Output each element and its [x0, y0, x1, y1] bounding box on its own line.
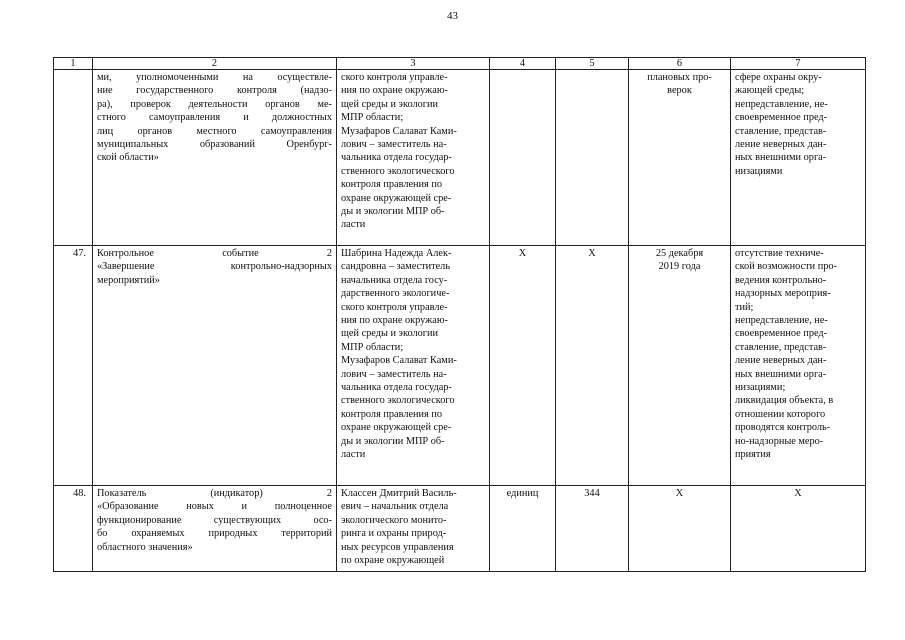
table-row [54, 246, 866, 486]
cell-text-line: ственного экологического [341, 395, 455, 407]
cell-text-line: но-надзорные меро- [735, 435, 824, 447]
cell-text-line: муниципальных образований Оренбург- [97, 139, 332, 151]
value-cell [556, 70, 629, 246]
cell-text-line: по охране окружающей [341, 555, 445, 567]
table-row [54, 486, 866, 572]
cell-text-line: отношении которого [735, 408, 826, 420]
cell-text-line: ра), проверок деятельности органов ме- [97, 98, 332, 110]
cell-text-line: контроля правления по [341, 179, 443, 191]
cell-text-line: верок [667, 85, 692, 97]
value-cell: Х [556, 246, 629, 486]
cell-text-line: сфере охраны окру- [735, 72, 822, 83]
cell-text-line: 25 декабря [655, 248, 704, 259]
risk-cell [731, 70, 866, 246]
cell-text-line: ных внешними орга- [735, 368, 827, 380]
unit-cell: Х [490, 246, 556, 486]
cell-text-line: отсутствие техниче- [735, 248, 824, 259]
cell-text-line: Музафаров Салават Ками- [341, 355, 457, 367]
cell-text-line: ственного экологического [341, 165, 455, 177]
cell-text-line: плановых про- [647, 72, 712, 83]
cell-text-line: своевременное пред- [735, 112, 828, 124]
table-header-row [54, 58, 866, 70]
cell-text-line: евич – начальник отдела [341, 501, 449, 513]
cell-text-line: 2019 года [658, 261, 701, 273]
cell-text-line: щей среды и экологии [341, 328, 438, 340]
cell-text-line: приятия [735, 449, 771, 461]
cell-text-line: ской возможности про- [735, 261, 837, 273]
cell-text-line: ставление, представ- [735, 125, 827, 137]
cell-text-line: Х [675, 488, 684, 499]
risk-cell [731, 246, 866, 486]
column-header: 4 [490, 58, 556, 70]
cell-text-line: тий; [735, 301, 754, 313]
column-header: 6 [629, 58, 731, 70]
cell-text-line: сандровна – заместитель [341, 261, 451, 273]
row-number-cell: 47. [54, 246, 93, 486]
description-cell [93, 246, 337, 486]
table-row [54, 70, 866, 246]
cell-text-line: ление неверных дан- [735, 355, 827, 367]
cell-text-line: низациями [735, 165, 783, 177]
cell-text-line: начальника отдела госу- [341, 274, 448, 286]
cell-text-line: ставление, представ- [735, 341, 827, 353]
cell-text-line: ды и экологии МПР об- [341, 435, 445, 447]
description-cell [93, 486, 337, 572]
cell-text-line: «Завершение контрольно-надзорных [97, 261, 332, 273]
cell-text-line: ской области» [97, 152, 159, 164]
column-header: 3 [337, 58, 490, 70]
cell-text-line: МПР области; [341, 112, 404, 124]
cell-text-line: низациями; [735, 382, 786, 394]
cell-text-line: МПР области; [341, 341, 404, 353]
deadline-cell [629, 246, 731, 486]
cell-text-line: ликвидация объекта, в [735, 395, 834, 407]
cell-text-line: надзорных мероприя- [735, 288, 831, 300]
cell-text-line: лович – заместитель на- [341, 368, 447, 380]
cell-text-line: ведения контрольно- [735, 274, 827, 286]
cell-text-line: проводятся контроль- [735, 422, 831, 434]
cell-text-line: жающей среды; [735, 85, 805, 97]
cell-text-line: ление неверных дан- [735, 139, 827, 151]
cell-text-line: щей среды и экологии [341, 98, 438, 110]
row-number-cell [54, 70, 93, 246]
cell-text-line: Х [794, 488, 802, 499]
unit-cell: единиц [490, 486, 556, 572]
description-cell [93, 70, 337, 246]
responsible-cell [337, 486, 490, 572]
responsible-cell [337, 70, 490, 246]
cell-text-line: бо охраняемых природных территорий [97, 528, 332, 540]
cell-text-line: экологического монито- [341, 514, 447, 526]
cell-text-line: ных ресурсов управления [341, 541, 454, 553]
cell-text-line: стного самоуправления и должностных [97, 112, 332, 124]
cell-text-line: лиц органов местного самоуправления [97, 125, 332, 137]
responsible-cell [337, 246, 490, 486]
cell-text-line: охране окружающей сре- [341, 192, 452, 204]
value-cell: 344 [556, 486, 629, 572]
column-header: 5 [556, 58, 629, 70]
cell-text-line: непредставление, не- [735, 98, 828, 110]
cell-text-line: ных внешними орга- [735, 152, 827, 164]
document-table [53, 57, 866, 572]
cell-text-line: своевременное пред- [735, 328, 828, 340]
cell-text-line: Контрольное событие 2 [97, 248, 332, 259]
deadline-cell [629, 486, 731, 572]
page-number: 43 [447, 10, 458, 22]
cell-text-line: ния по охране окружаю- [341, 85, 448, 97]
cell-text-line: ния по охране окружаю- [341, 315, 448, 327]
cell-text-line: ние государственного контроля (надзо- [97, 85, 332, 97]
row-number-cell: 48. [54, 486, 93, 572]
cell-text-line: областного значения» [97, 541, 193, 553]
deadline-cell [629, 70, 731, 246]
cell-text-line: Показатель (индикатор) 2 [97, 488, 332, 499]
cell-text-line: «Образование новых и полноценное [97, 501, 332, 513]
cell-text-line: ского контроля управле- [341, 72, 448, 83]
cell-text-line: ринга и охраны природ- [341, 528, 447, 540]
cell-text-line: контроля правления по [341, 408, 443, 420]
cell-text-line: функционирование существующих осо- [97, 514, 332, 526]
cell-text-line: непредставление, не- [735, 315, 828, 327]
cell-text-line: ды и экологии МПР об- [341, 206, 445, 218]
cell-text-line: чальника отдела государ- [341, 152, 452, 164]
cell-text-line: лович – заместитель на- [341, 139, 447, 151]
cell-text-line: ми, уполномоченными на осуществле- [97, 72, 332, 83]
cell-text-line: охране окружающей сре- [341, 422, 452, 434]
cell-text-line: Шабрина Надежда Алек- [341, 248, 452, 259]
cell-text-line: чальника отдела государ- [341, 382, 452, 394]
column-header: 1 [54, 58, 93, 70]
unit-cell [490, 70, 556, 246]
cell-text-line: ского контроля управле- [341, 301, 448, 313]
cell-text-line: ласти [341, 449, 366, 461]
column-header: 2 [93, 58, 337, 70]
cell-text-line: дарственного экологиче- [341, 288, 450, 300]
cell-text-line: ласти [341, 219, 366, 231]
cell-text-line: Классен Дмитрий Василь- [341, 488, 457, 499]
cell-text-line: Музафаров Салават Ками- [341, 125, 457, 137]
risk-cell [731, 486, 866, 572]
column-header: 7 [731, 58, 866, 70]
cell-text-line: мероприятий» [97, 274, 160, 286]
